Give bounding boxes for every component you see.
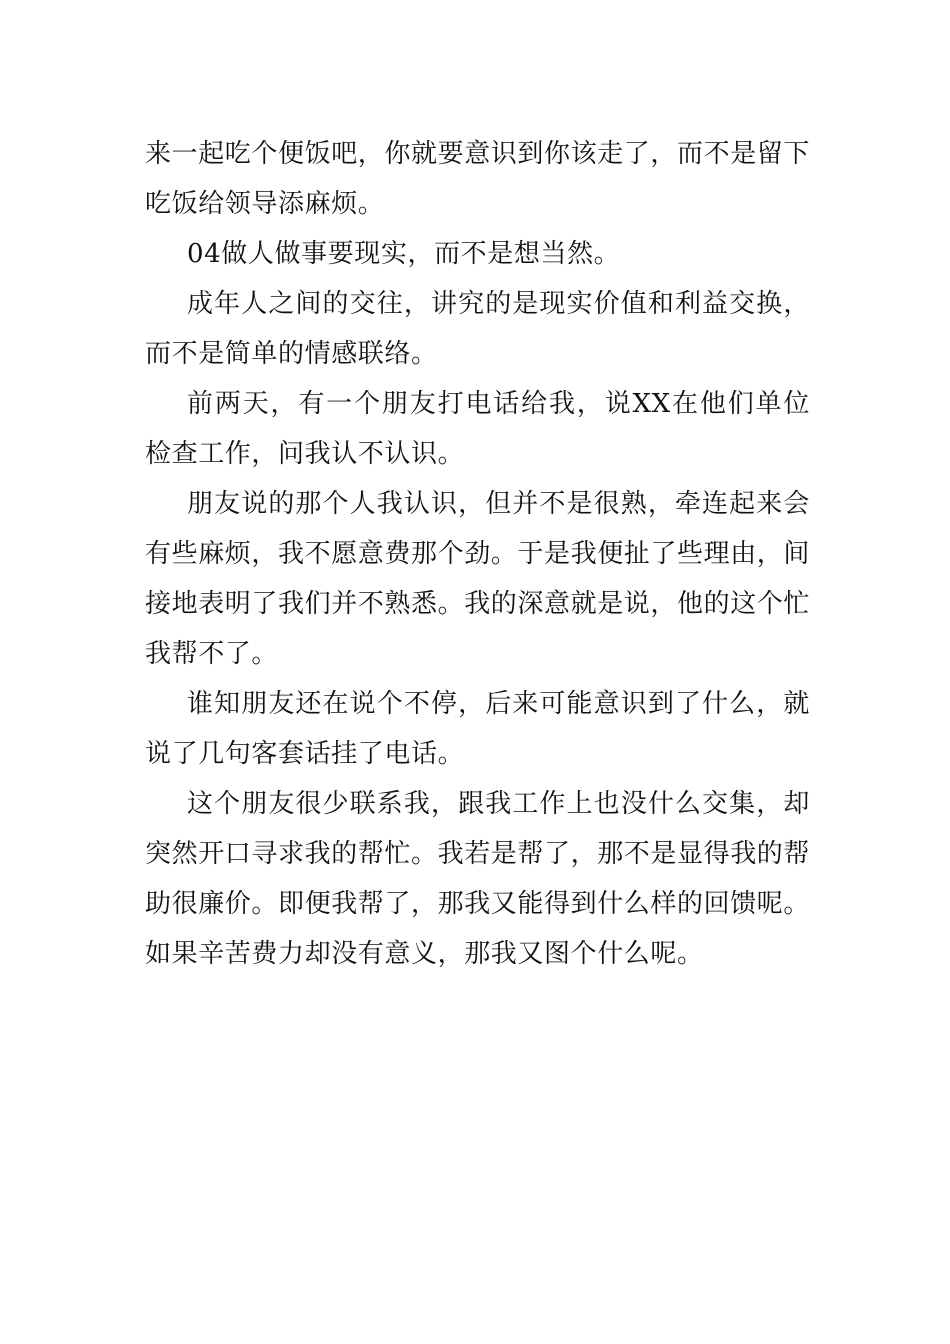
paragraph: 成年人之间的交往，讲究的是现实价值和利益交换，而不是简单的情感联络。 <box>145 289 810 369</box>
paragraph-section-heading: 04做人做事要现实，而不是想当然。 <box>187 239 621 269</box>
document-body <box>145 129 810 979</box>
paragraph: 朋友说的那个人我认识，但并不是很熟，牵连起来会有些麻烦，我不愿意费那个劲。于是我便扯了些理由，间接地表明了我们并不熟悉。我的深意就是说，他的这个忙我帮不了。 <box>145 489 811 669</box>
paragraph-continuation: 来一起吃个便饭吧，你就要意识到你该走了，而不是留下吃饭给领导添麻烦。 <box>145 139 811 219</box>
paragraph: 前两天，有一个朋友打电话给我，说XX在他们单位检查工作，问我认不认识。 <box>145 389 810 469</box>
paragraph: 谁知朋友还在说个不停，后来可能意识到了什么，就说了几句客套话挂了电话。 <box>145 689 810 769</box>
paragraph: 这个朋友很少联系我，跟我工作上也没什么交集，却突然开口寻求我的帮忙。我若是帮了，那不是显得我的帮助很廉价。即便我帮了，那我又能得到什么样的回馈呢。如果辛苦费力却没有意义，那我又图个什么呢。 <box>145 789 811 969</box>
